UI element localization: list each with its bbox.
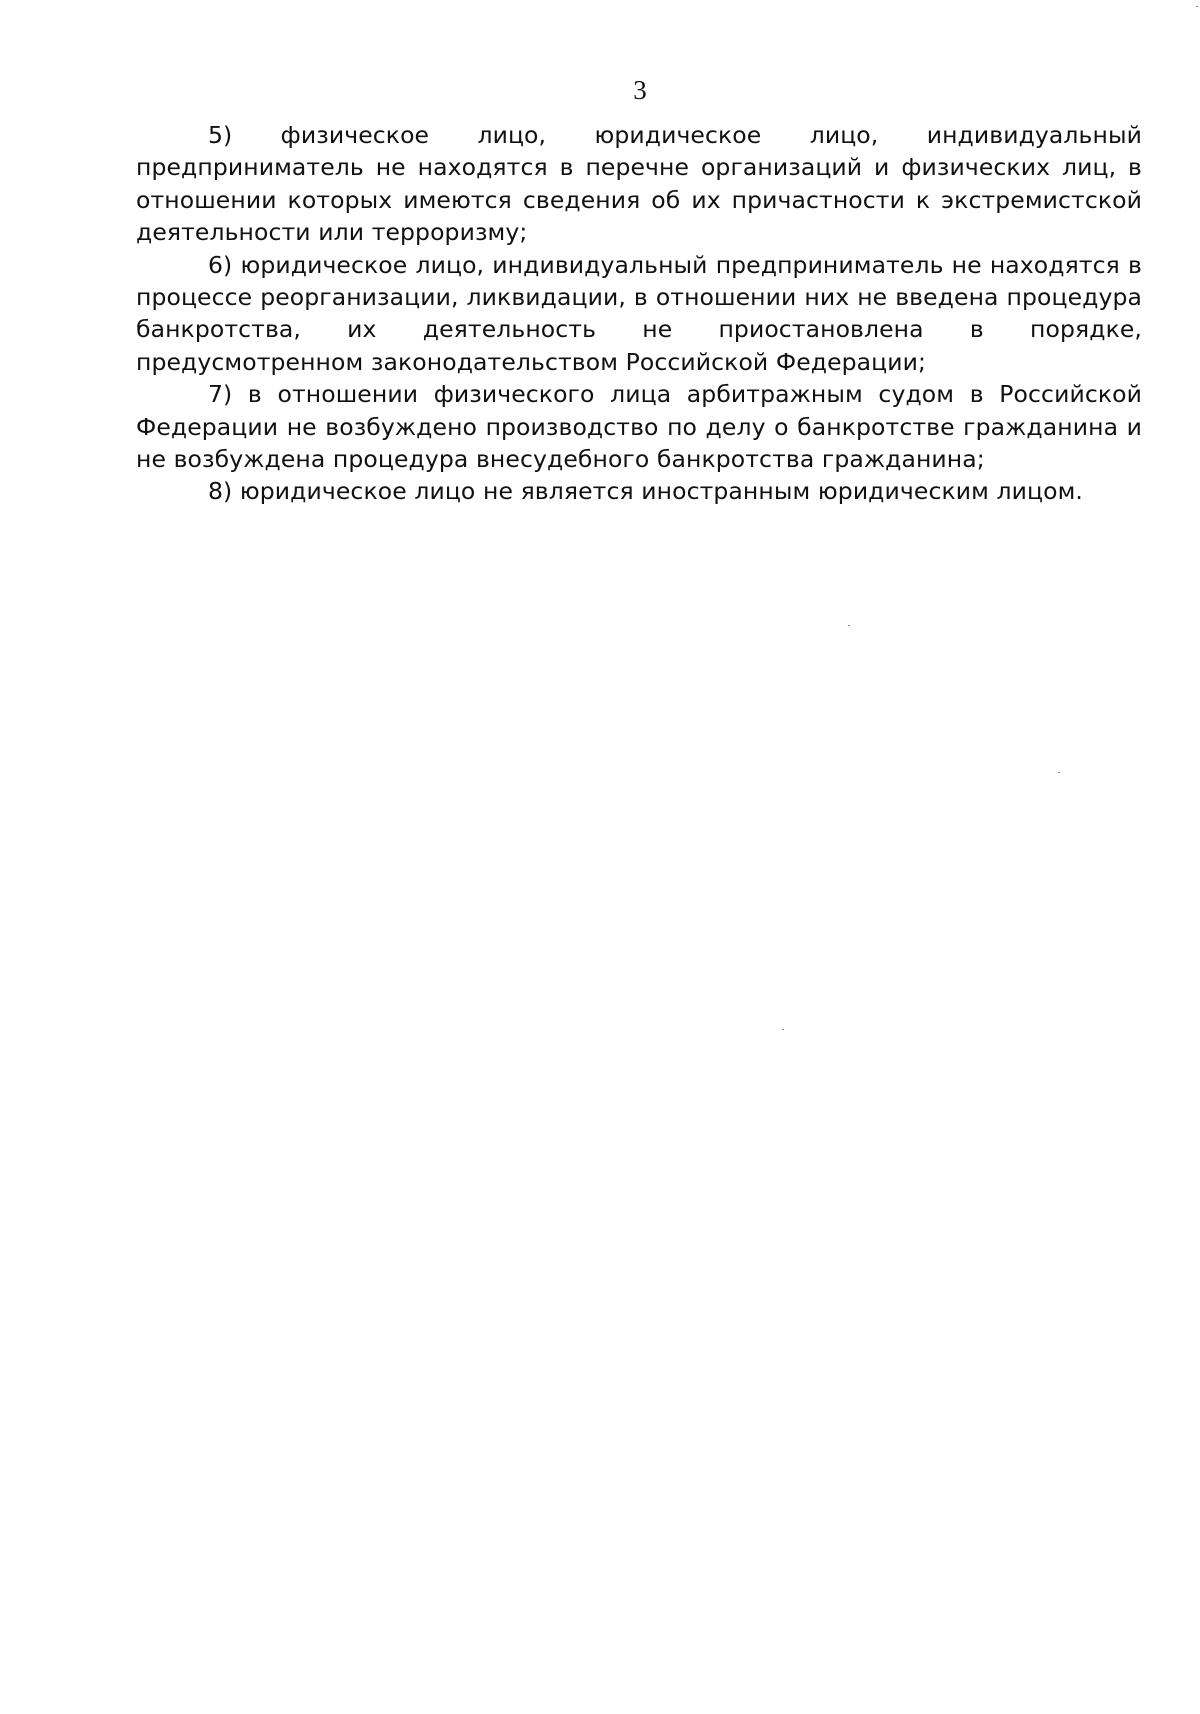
paragraph-item-5: 5) физическое лицо, юридическое лицо, индивидуальный предприниматель не находятся в перечне организаций и физических лиц, в отношении которых имеются сведения об их причастности к экстремистской деятельности или терроризму; (136, 121, 1142, 247)
scan-speck (848, 625, 850, 626)
paragraph-item-7: 7) в отношении физического лица арбитражным судом в Российской Федерации не возбуждено производство по делу о банкротстве гражданина и не возбуждена процедура внесудебного банкротства гражданина; (136, 380, 1142, 474)
paragraph-item-8: 8) юридическое лицо не является иностранным юридическим лицом. (208, 477, 1083, 506)
paragraph-item-6: 6) юридическое лицо, индивидуальный предприниматель не находятся в процессе реорганизации, ликвидации, в отношении них не введена процедура банкротства, их деятельность не приостановлена в порядке, предусмотренном законодательством Российской Федерации; (136, 250, 1142, 376)
document-body (136, 119, 1142, 508)
scan-speck (1058, 772, 1060, 773)
scan-speck (782, 1029, 784, 1030)
scan-speck (1196, 6, 1198, 7)
page-number: 3 (633, 75, 647, 105)
